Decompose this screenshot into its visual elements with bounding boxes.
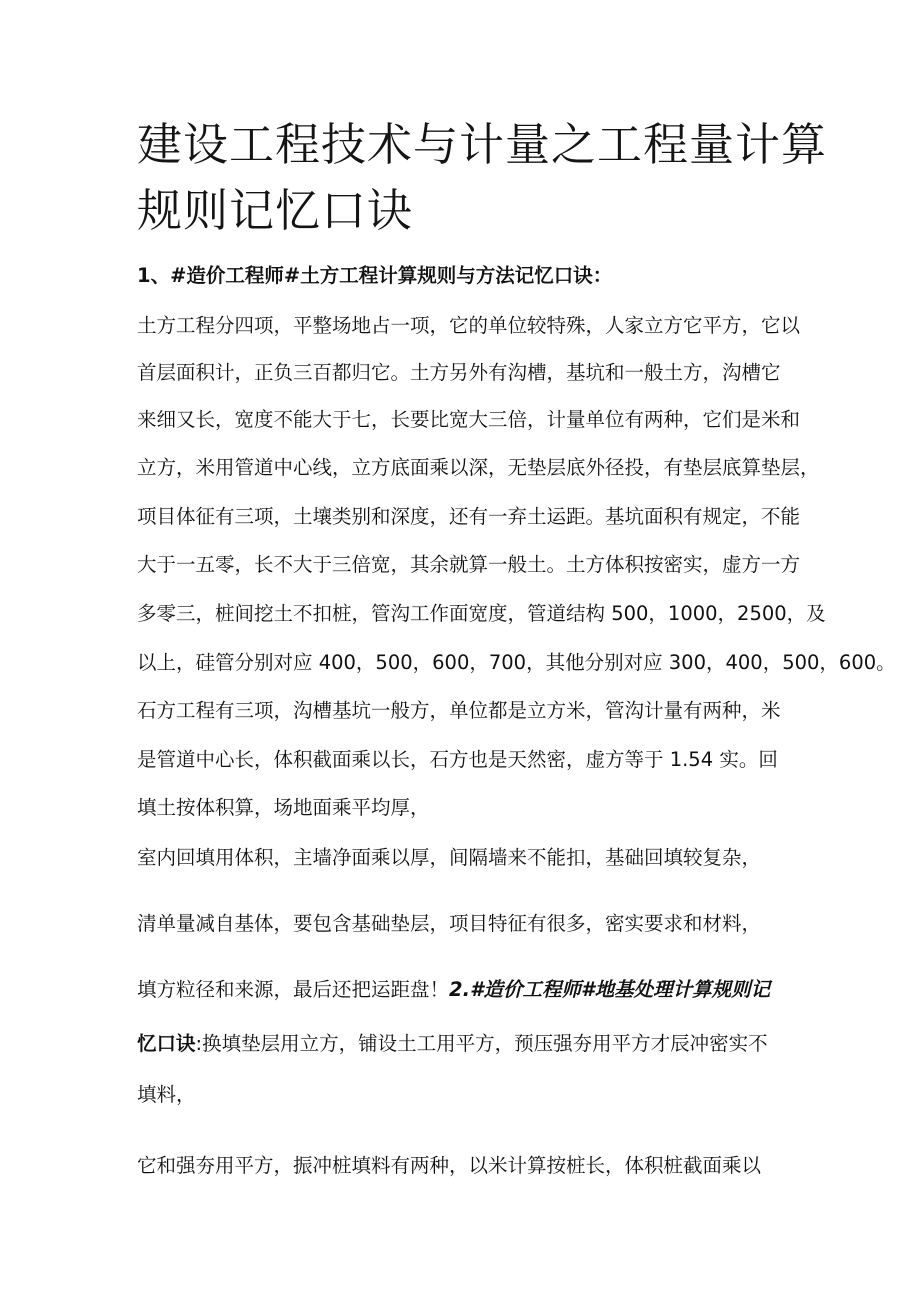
body-line: 它和强夯用平方，振冲桩填料有两种，以米计算按桩长，体积桩截面乘以 [137,1154,762,1177]
body-line-mixed [137,1030,768,1058]
body-line: 填土按体积算，场地面乘平均厚， [137,796,430,819]
body-line: 室内回填用体积，主墙净面乘以厚，间隔墙来不能扣，基础回填较复杂， [137,846,762,869]
section-heading-2-start: 2.#造价工程师#地基处理计算规则记 [449,978,771,1001]
body-line: 首层面积计，正负三百都归它。土方另外有沟槽，基坑和一般土方，沟槽它 [137,361,781,384]
body-line: 来细又长，宽度不能大于七，长要比宽大三倍，计量单位有两种，它们是米和 [137,408,801,431]
body-text: 填方粒径和来源，最后还把运距盘！ [137,978,450,1001]
body-line: 清单量减自基体，要包含基础垫层，项目特征有很多，密实要求和材料， [137,912,762,935]
body-line: 填料， [137,1083,196,1106]
body-line-mixed [137,976,770,1004]
title-line-2: 规则记忆口诀 [137,184,414,237]
body-line: 是管道中心长，体积截面乘以长，石方也是天然密，虚方等于 1.54 实。回 [137,748,778,771]
body-line: 土方工程分四项，平整场地占一项，它的单位较特殊，人家立方它平方，它以 [137,314,801,337]
section-heading-2-end: 忆口诀 [137,1032,196,1055]
body-text: :换填垫层用立方，铺设土工用平方，预压强夯用平方才辰冲密实不 [195,1032,768,1055]
body-line: 大于一五零，长不大于三倍宽，其余就算一般土。土方体积按密实，虚方一方 [137,553,801,576]
document-title [137,112,828,244]
body-line: 立方，米用管道中心线，立方底面乘以深，无垫层底外径投，有垫层底算垫层， [137,456,820,479]
body-line: 项目体征有三项，土壤类别和深度，还有一弃土运距。基坑面积有规定，不能 [137,505,801,528]
section-heading-1: 1、#造价工程师#土方工程计算规则与方法记忆口诀： [137,264,613,287]
body-line: 石方工程有三项，沟槽基坑一般方，单位都是立方米，管沟计量有两种，米 [137,699,781,722]
body-line: 多零三，桩间挖土不扣桩，管沟工作面宽度，管道结构 500，1000，2500，及 [137,602,826,625]
body-line: 以上，硅管分别对应 400，500，600，700，其他分别对应 300，400，500，600。 [137,651,896,674]
title-line-1: 建设工程技术与计量之工程量计算 [137,118,828,171]
